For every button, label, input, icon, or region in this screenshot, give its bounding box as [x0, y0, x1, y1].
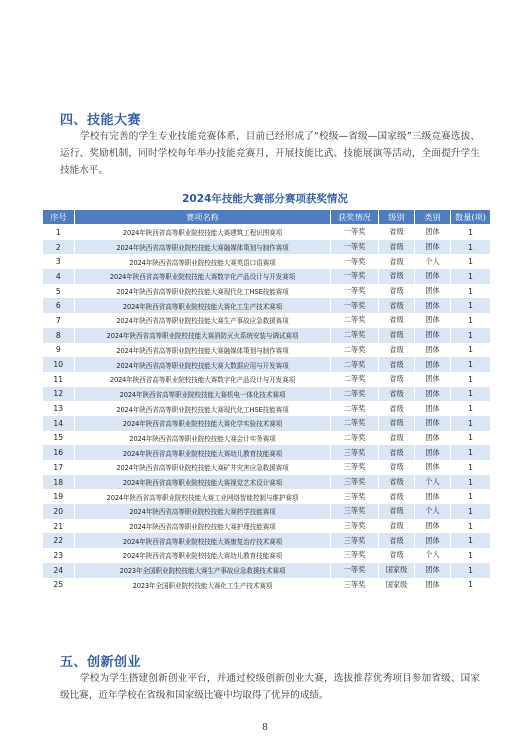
competition-level: 省级	[379, 343, 415, 358]
header-event-name: 赛项名称	[75, 210, 331, 225]
item-count: 1	[451, 313, 491, 328]
competition-level: 省级	[379, 489, 415, 504]
participant-category: 团体	[415, 225, 451, 240]
item-count: 1	[451, 475, 491, 490]
row-index: 10	[43, 357, 75, 372]
section-heading-skills-competition: 四、技能大赛	[60, 113, 142, 128]
event-name: 2024年陕西省高等职业院校技能大赛药学技能赛项	[75, 504, 331, 519]
item-count: 1	[451, 460, 491, 475]
competition-level: 省级	[379, 401, 415, 416]
event-name: 2024年陕西省高等职业院校技能大赛数字化产品设计与开发赛项	[75, 372, 331, 387]
award-level: 一等奖	[331, 269, 379, 284]
item-count: 1	[451, 416, 491, 431]
award-level: 一等奖	[331, 563, 379, 578]
row-index: 19	[43, 489, 75, 504]
item-count: 1	[451, 578, 491, 593]
event-name: 2024年陕西省高等职业院校技能大赛英语口语赛项	[75, 254, 331, 269]
table-row	[43, 533, 491, 548]
table-row	[43, 578, 491, 593]
item-count: 1	[451, 387, 491, 402]
item-count: 1	[451, 548, 491, 563]
participant-category: 团体	[415, 460, 451, 475]
event-name: 2024年陕西省高等职业院校技能大赛视觉艺术设计赛项	[75, 475, 331, 490]
event-name: 2024年陕西省高等职业院校技能大赛幼儿教育技能赛项	[75, 548, 331, 563]
competition-level: 省级	[379, 313, 415, 328]
participant-category: 团体	[415, 563, 451, 578]
award-level: 二等奖	[331, 401, 379, 416]
award-level: 二等奖	[331, 416, 379, 431]
item-count: 1	[451, 254, 491, 269]
competition-level: 省级	[379, 254, 415, 269]
row-index: 13	[43, 401, 75, 416]
award-level: 一等奖	[331, 298, 379, 313]
table-row	[43, 401, 491, 416]
row-index: 1	[43, 225, 75, 240]
item-count: 1	[451, 489, 491, 504]
competition-level: 省级	[379, 372, 415, 387]
competition-level: 国家级	[379, 578, 415, 593]
row-index: 20	[43, 504, 75, 519]
header-category: 类别	[415, 210, 451, 225]
event-name: 2024年陕西省高等职业院校技能大赛会计实务赛项	[75, 431, 331, 446]
row-index: 8	[43, 328, 75, 343]
award-level: 一等奖	[331, 284, 379, 299]
participant-category: 团体	[415, 387, 451, 402]
competition-level: 省级	[379, 475, 415, 490]
participant-category: 团体	[415, 357, 451, 372]
competition-level: 省级	[379, 519, 415, 534]
competition-level: 国家级	[379, 563, 415, 578]
award-level: 一等奖	[331, 240, 379, 255]
participant-category: 个人	[415, 475, 451, 490]
item-count: 1	[451, 519, 491, 534]
competition-level: 省级	[379, 298, 415, 313]
participant-category: 团体	[415, 284, 451, 299]
award-level: 三等奖	[331, 475, 379, 490]
participant-category: 个人	[415, 504, 451, 519]
event-name: 2024年陕西省高等职业院校技能大赛现代化工HSE技能赛项	[75, 284, 331, 299]
event-name: 2024年陕西省高等职业院校技能大赛护理技能赛项	[75, 519, 331, 534]
row-index: 4	[43, 269, 75, 284]
participant-category: 个人	[415, 254, 451, 269]
table-row	[43, 225, 491, 240]
item-count: 1	[451, 533, 491, 548]
table-row	[43, 563, 491, 578]
section-heading-innovation: 五、创新创业	[60, 655, 142, 670]
table-row	[43, 460, 491, 475]
table-title: 2024年技能大赛部分赛项获奖情况	[182, 193, 348, 205]
row-index: 21	[43, 519, 75, 534]
participant-category: 团体	[415, 328, 451, 343]
table-row	[43, 284, 491, 299]
participant-category: 团体	[415, 445, 451, 460]
award-level: 三等奖	[331, 460, 379, 475]
award-level: 三等奖	[331, 445, 379, 460]
event-name: 2024年陕西省高等职业院校技能大赛化学实验技术赛项	[75, 416, 331, 431]
row-index: 5	[43, 284, 75, 299]
event-name: 2024年陕西省高等职业院校技能大赛现代化工HSE技能赛项	[75, 401, 331, 416]
table-row	[43, 357, 491, 372]
row-index: 6	[43, 298, 75, 313]
item-count: 1	[451, 284, 491, 299]
header-index: 序号	[43, 210, 75, 225]
row-index: 25	[43, 578, 75, 593]
skills-competition-paragraph: 学校有完善的学生专业技能竞赛体系，目前已经形成了“校级—省级—国家级”三级竞赛选拔、运行、奖励机制，同时学校每年举办技能竞赛月，开展技能比武、技能展演等活动，全面提升学生技能水平。	[60, 131, 480, 176]
row-index: 16	[43, 445, 75, 460]
item-count: 1	[451, 401, 491, 416]
table-row	[43, 240, 491, 255]
row-index: 11	[43, 372, 75, 387]
award-level: 二等奖	[331, 372, 379, 387]
event-name: 2024年陕西省高等职业院校技能大赛康复治疗技术赛项	[75, 533, 331, 548]
event-name: 2024年陕西省高等职业院校技能大赛生产事故应急救援赛项	[75, 313, 331, 328]
row-index: 18	[43, 475, 75, 490]
row-index: 12	[43, 387, 75, 402]
table-row	[43, 372, 491, 387]
table-row	[43, 343, 491, 358]
table-row	[43, 298, 491, 313]
item-count: 1	[451, 445, 491, 460]
competition-level: 省级	[379, 460, 415, 475]
row-index: 2	[43, 240, 75, 255]
innovation-paragraph: 学校为学生搭建创新创业平台，并通过校级创新创业大赛，选拔推荐优秀项目参加省级、国家级比赛，近年学校在省级和国家级比赛中均取得了优异的成绩。	[60, 673, 480, 701]
event-name: 2023年全国职业院校技能大赛生产事故应急救援技术赛项	[75, 563, 331, 578]
item-count: 1	[451, 504, 491, 519]
award-level: 三等奖	[331, 533, 379, 548]
item-count: 1	[451, 269, 491, 284]
row-index: 24	[43, 563, 75, 578]
event-name: 2024年陕西省高等职业院校技能大赛融媒体策划与制作赛项	[75, 240, 331, 255]
award-level: 二等奖	[331, 431, 379, 446]
header-award: 获奖情况	[331, 210, 379, 225]
award-level: 二等奖	[331, 357, 379, 372]
item-count: 1	[451, 225, 491, 240]
table-row	[43, 328, 491, 343]
competition-level: 省级	[379, 269, 415, 284]
header-count: 数量(项)	[451, 210, 491, 225]
item-count: 1	[451, 240, 491, 255]
row-index: 15	[43, 431, 75, 446]
event-name: 2024年陕西省高等职业院校技能大赛矿井灾害应急救援赛项	[75, 460, 331, 475]
participant-category: 团体	[415, 298, 451, 313]
award-level: 三等奖	[331, 548, 379, 563]
award-level: 三等奖	[331, 489, 379, 504]
row-index: 23	[43, 548, 75, 563]
row-index: 9	[43, 343, 75, 358]
participant-category: 团体	[415, 578, 451, 593]
event-name: 2024年陕西省高等职业院校技能大赛机电一体化技术赛项	[75, 387, 331, 402]
row-index: 17	[43, 460, 75, 475]
row-index: 22	[43, 533, 75, 548]
event-name: 2024年陕西省高等职业院校技能大赛融媒体策划与制作赛项	[75, 343, 331, 358]
award-level: 一等奖	[331, 254, 379, 269]
competition-level: 省级	[379, 416, 415, 431]
participant-category: 团体	[415, 313, 451, 328]
table-row	[43, 269, 491, 284]
competition-level: 省级	[379, 533, 415, 548]
table-row	[43, 519, 491, 534]
item-count: 1	[451, 372, 491, 387]
row-index: 3	[43, 254, 75, 269]
table-row	[43, 504, 491, 519]
competition-level: 省级	[379, 357, 415, 372]
event-name: 2024年陕西省高等职业院校技能大赛化工生产技术赛项	[75, 298, 331, 313]
event-name: 2024年陕西省高等职业院校技能大赛建筑工程识图赛项	[75, 225, 331, 240]
table-row	[43, 445, 491, 460]
table-row	[43, 387, 491, 402]
participant-category: 团体	[415, 431, 451, 446]
competition-level: 省级	[379, 504, 415, 519]
table-row	[43, 416, 491, 431]
award-level: 一等奖	[331, 225, 379, 240]
award-level: 二等奖	[331, 343, 379, 358]
award-level: 三等奖	[331, 519, 379, 534]
awards-table	[42, 209, 491, 592]
page-number: 8	[262, 723, 268, 733]
table-row	[43, 475, 491, 490]
item-count: 1	[451, 298, 491, 313]
competition-level: 省级	[379, 431, 415, 446]
award-level: 三等奖	[331, 578, 379, 593]
table-row	[43, 431, 491, 446]
participant-category: 团体	[415, 343, 451, 358]
item-count: 1	[451, 563, 491, 578]
award-level: 二等奖	[331, 387, 379, 402]
participant-category: 团体	[415, 372, 451, 387]
competition-level: 省级	[379, 548, 415, 563]
table-row	[43, 254, 491, 269]
event-name: 2024年陕西省高等职业院校技能大赛数字化产品设计与开发赛项	[75, 269, 331, 284]
participant-category: 团体	[415, 519, 451, 534]
participant-category: 团体	[415, 533, 451, 548]
participant-category: 团体	[415, 269, 451, 284]
award-level: 二等奖	[331, 328, 379, 343]
item-count: 1	[451, 431, 491, 446]
competition-level: 省级	[379, 240, 415, 255]
table-row	[43, 313, 491, 328]
event-name: 2024年陕西省高等职业院校技能大赛工业网络智能控制与维护赛项	[75, 489, 331, 504]
participant-category: 团体	[415, 416, 451, 431]
event-name: 2023年全国职业院校技能大赛化工生产技术赛项	[75, 578, 331, 593]
row-index: 14	[43, 416, 75, 431]
competition-level: 省级	[379, 284, 415, 299]
participant-category: 团体	[415, 240, 451, 255]
item-count: 1	[451, 357, 491, 372]
event-name: 2024年陕西省高等职业院校技能大赛大数据应用与开发赛项	[75, 357, 331, 372]
header-level: 级别	[379, 210, 415, 225]
participant-category: 团体	[415, 401, 451, 416]
competition-level: 省级	[379, 225, 415, 240]
item-count: 1	[451, 328, 491, 343]
award-level: 三等奖	[331, 504, 379, 519]
table-row	[43, 489, 491, 504]
competition-level: 省级	[379, 328, 415, 343]
table-header-row	[43, 210, 491, 225]
participant-category: 团体	[415, 489, 451, 504]
event-name: 2024年陕西省高等职业院校技能大赛幼儿教育技能赛项	[75, 445, 331, 460]
item-count: 1	[451, 343, 491, 358]
row-index: 7	[43, 313, 75, 328]
table-row	[43, 548, 491, 563]
competition-level: 省级	[379, 387, 415, 402]
award-level: 二等奖	[331, 313, 379, 328]
participant-category: 个人	[415, 548, 451, 563]
competition-level: 省级	[379, 445, 415, 460]
event-name: 2024年陕西省高等职业院校技能大赛消防灭火系统安装与调试赛项	[75, 328, 331, 343]
